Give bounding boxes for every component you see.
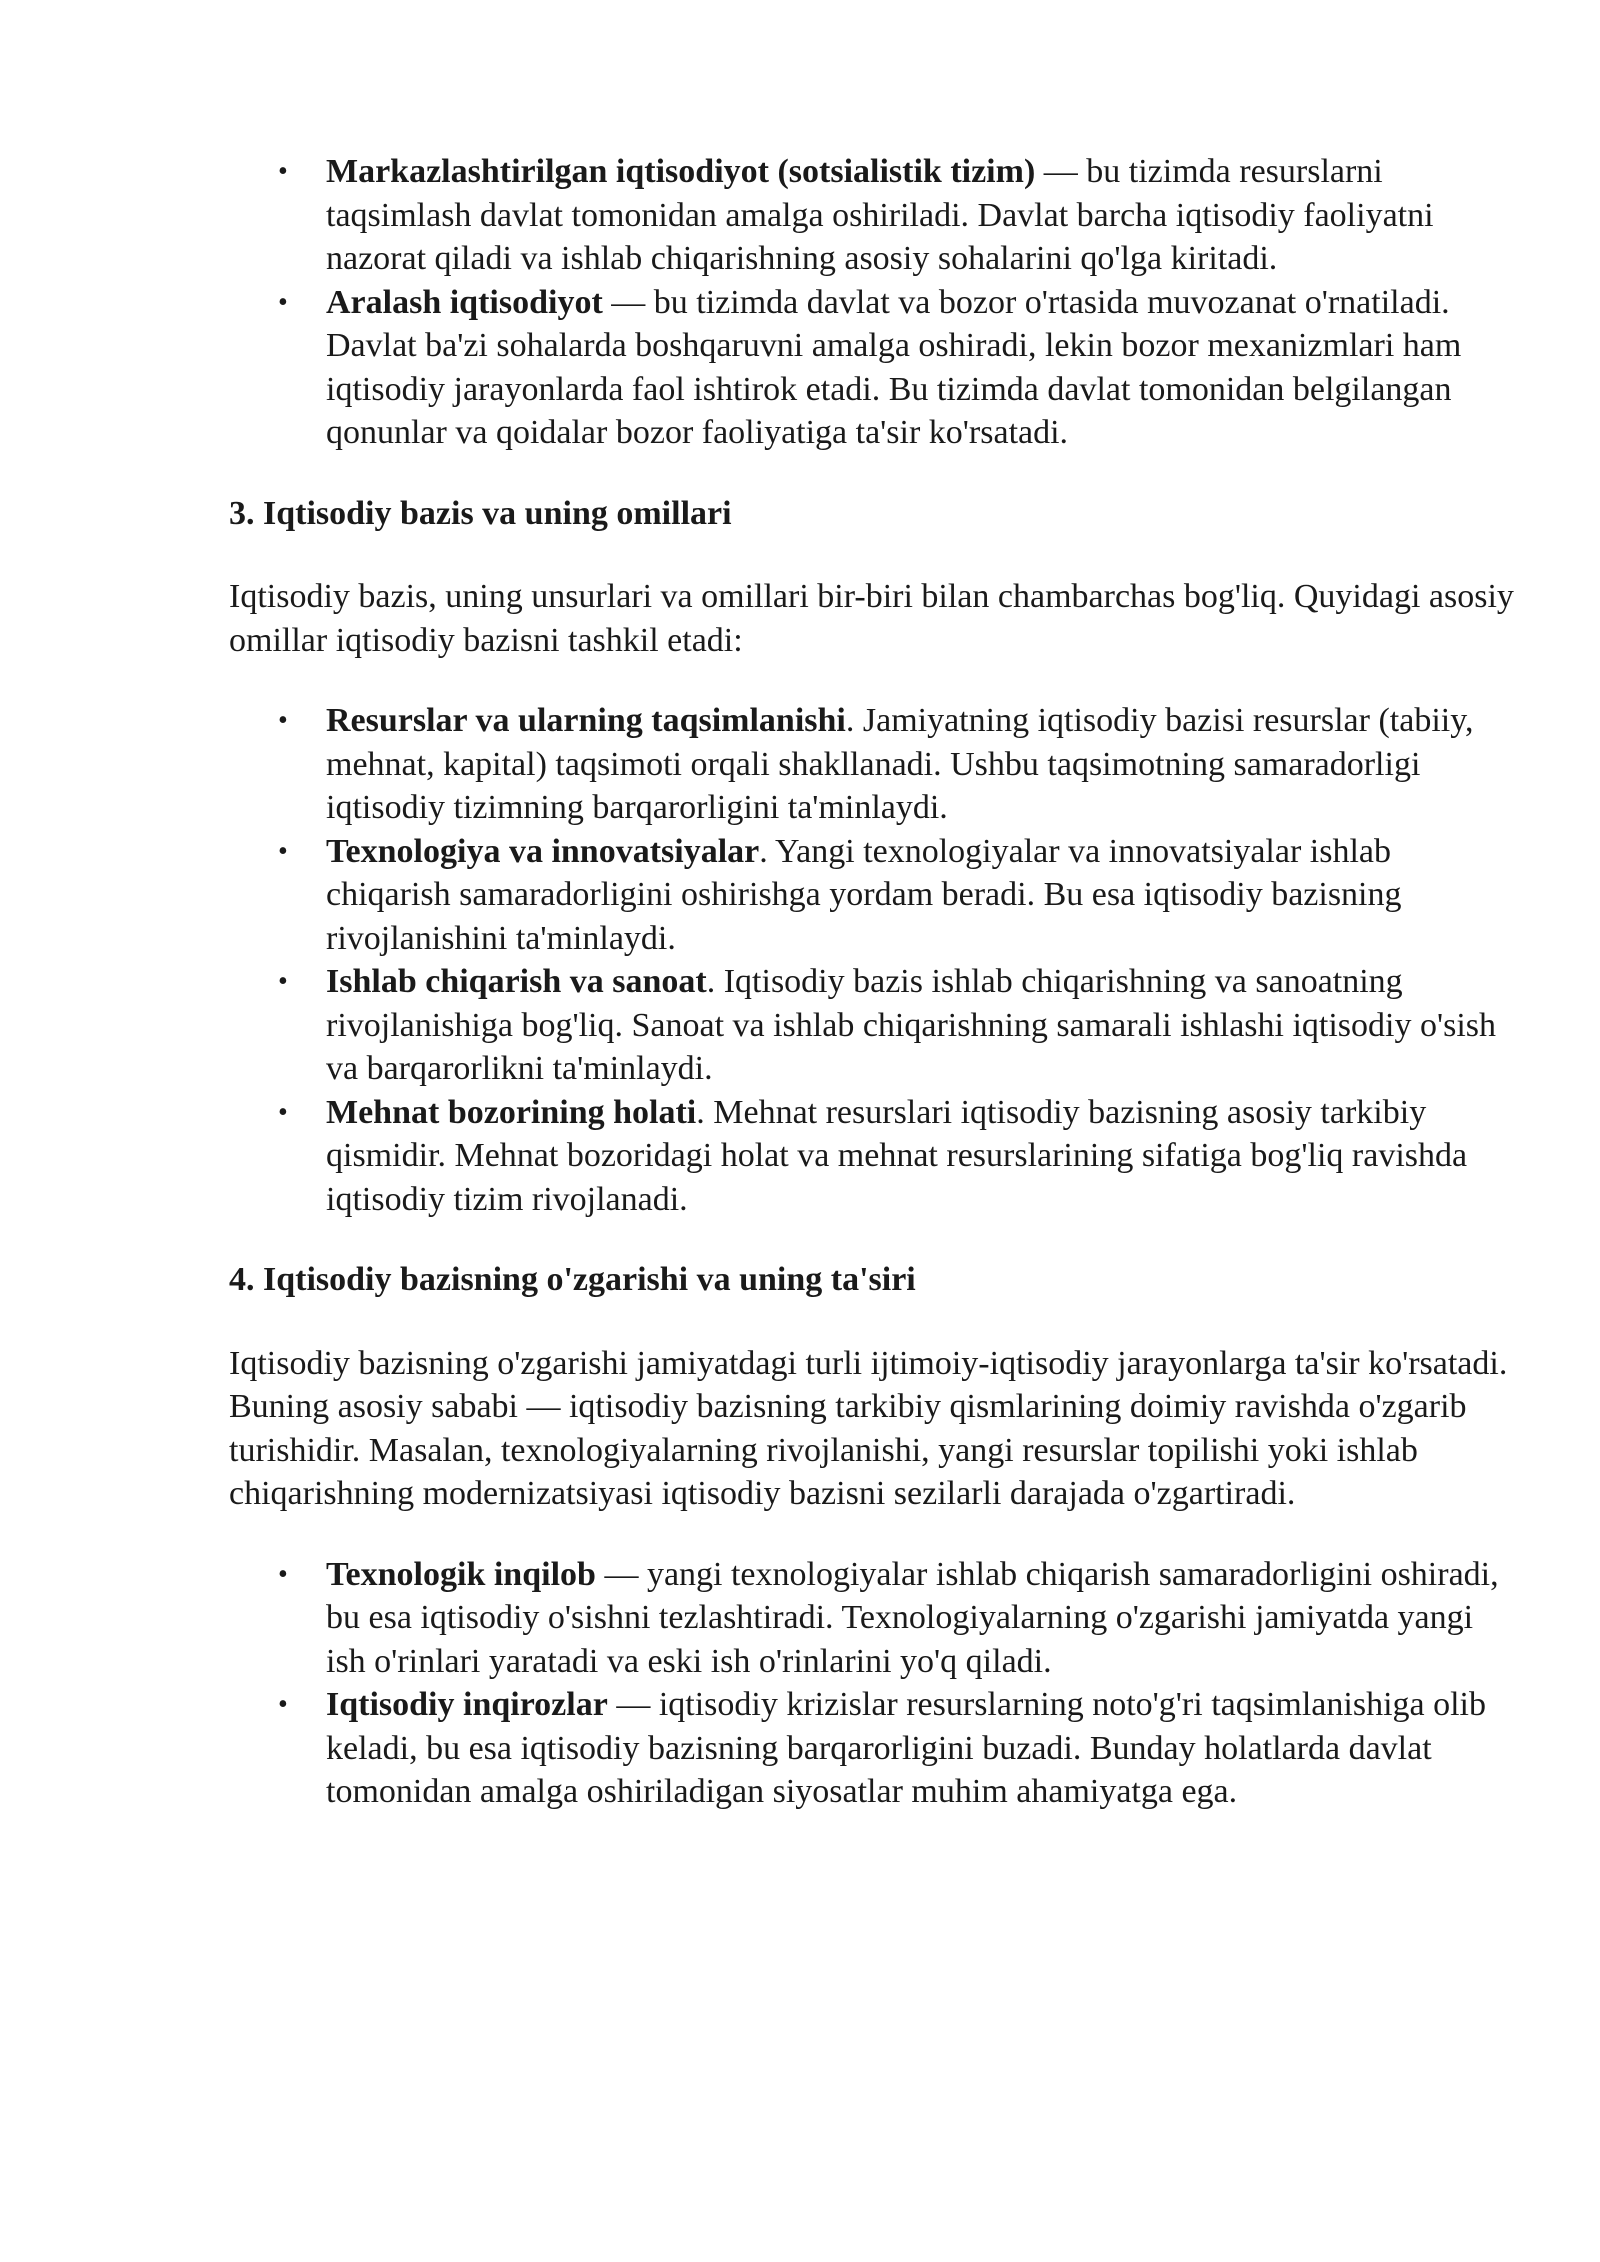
list-item-term: Iqtisodiy inqirozlar <box>326 1686 608 1723</box>
document-page <box>229 150 1519 1814</box>
list-item-text: — bu tizimda resurslarni taqsimlash davlat tomonidan amalga oshiriladi. Davlat barcha iqtisodiy faoliyatni nazorat qiladi va ishlab chiqarishning asosiy sohalarini qo'lga kiritadi. <box>326 153 1434 277</box>
list-item-text: . Iqtisodiy bazis ishlab chiqarishning va sanoatning rivojlanishiga bog'liq. Sanoat va ishlab chiqarishning samarali ishlashi iqtisodiy o'sish va barqarorlikni ta'minlaydi. <box>326 963 1497 1087</box>
list-item-term: Aralash iqtisodiyot <box>326 283 603 321</box>
list-item-text: . Mehnat resurslari iqtisodiy bazisning asosiy tarkibiy qismidir. Mehnat bozoridagi holat va mehnat resurslarining sifatiga bog'liq ravishda iqtisodiy tizim rivojlanadi. <box>326 1093 1468 1218</box>
list-item-term: Ishlab chiqarish va sanoat <box>326 963 707 1000</box>
list-item <box>229 960 1519 1091</box>
list-item <box>229 1683 1519 1814</box>
changes-list <box>229 1553 1519 1814</box>
list-item-text: — iqtisodiy krizislar resurslarning noto'g'ri taqsimlanishiga olib keladi, bu esa iqtisodiy bazisning barqarorligini buzadi. Bunday holatlarda davlat tomonidan amalga oshiriladigan siyosatlar muhim ahamiyatga ega. <box>326 1686 1487 1810</box>
section-4-heading: 4. Iqtisodiy bazisning o'zgarishi va uning ta'siri <box>229 1261 916 1298</box>
list-item-text: — yangi texnologiyalar ishlab chiqarish samaradorligini oshiradi, bu esa iqtisodiy o'sishni tezlashtiradi. Texnologiyalarning o'zgarishi jamiyatda yangi ish o'rinlari yaratadi va eski ish o'rinlarini yo'q qiladi. <box>326 1555 1499 1680</box>
list-item-term: Markazlashtirilgan iqtisodiyot (sotsialistik tizim) <box>326 153 1036 190</box>
list-item-term: Texnologik inqilob <box>326 1555 596 1593</box>
list-item <box>229 1553 1519 1684</box>
list-item-text: — bu tizimda davlat va bozor o'rtasida muvozanat o'rnatiladi. Davlat ba'zi sohalarda boshqaruvni amalga oshiradi, lekin bozor mexanizmlari ham iqtisodiy jarayonlarda faol ishtirok etadi. Bu tizimda davlat tomonidan belgilangan qonunlar va qoidalar bozor faoliyatiga ta'sir ko'rsatadi. <box>326 283 1462 451</box>
list-item <box>229 281 1519 455</box>
list-item <box>229 699 1519 830</box>
list-item <box>229 830 1519 961</box>
list-item-term: Mehnat bozorining holati <box>326 1093 697 1131</box>
factors-list <box>229 699 1519 1221</box>
section-3-paragraph: Iqtisodiy bazis, uning unsurlari va omillari bir-biri bilan chambarchas bog'liq. Quyidagi asosiy omillar iqtisodiy bazisni tashkil etadi: <box>229 578 1514 659</box>
list-item-term: Texnologiya va innovatsiyalar <box>326 832 760 870</box>
section-4-paragraph: Iqtisodiy bazisning o'zgarishi jamiyatdagi turli ijtimoiy-iqtisodiy jarayonlarga ta'sir ko'rsatadi. Buning asosiy sababi — iqtisodiy bazisning tarkibiy qismlarining doimiy ravishda o'zgarib turishidir. Masalan, texnologiyalarning rivojlanishi, yangi resurslar topilishi yoki ishlab chiqarishning modernizatsiyasi iqtisodiy bazisni sezilarli darajada o'zgartiradi. <box>229 1344 1508 1512</box>
list-item-text: . Jamiyatning iqtisodiy bazisi resurslar (tabiiy, mehnat, kapital) taqsimoti orqali shakllanadi. Ushbu taqsimotning samaradorligi iqtisodiy tizimning barqarorligini ta'minlaydi. <box>326 702 1474 826</box>
section-3-heading: 3. Iqtisodiy bazis va uning omillari <box>229 494 732 532</box>
list-item <box>229 150 1519 281</box>
list-item-text: . Yangi texnologiyalar va innovatsiyalar ishlab chiqarish samaradorligini oshirishga yordam beradi. Bu esa iqtisodiy bazisning rivojlanishini ta'minlaydi. <box>326 832 1402 957</box>
economy-types-list <box>229 150 1519 455</box>
list-item-term: Resurslar va ularning taqsimlanishi <box>326 702 846 739</box>
list-item <box>229 1091 1519 1222</box>
